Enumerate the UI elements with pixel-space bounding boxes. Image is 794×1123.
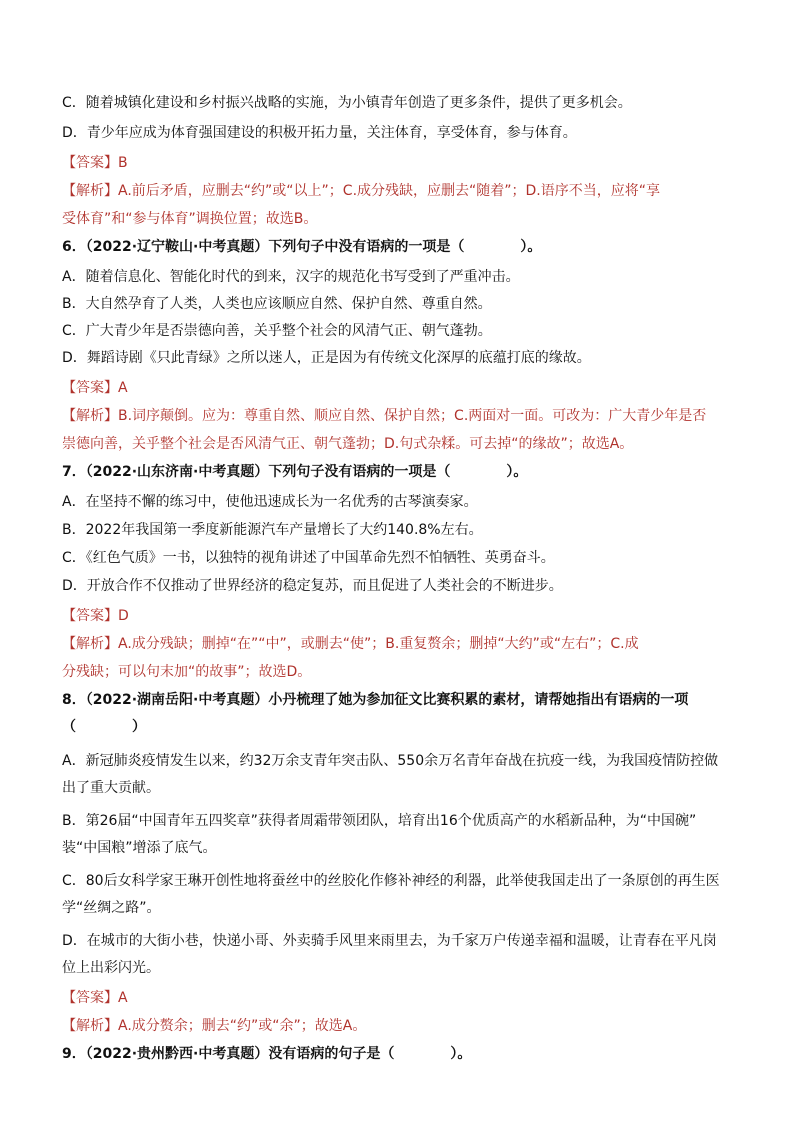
option-d: D．开放合作不仅推动了世界经济的稳定复苏，而且促进了人类社会的不断进步。 (62, 578, 563, 594)
option-line: 装“中国粮”增添了底气。 (62, 840, 217, 856)
question-title: 8．（2022·湖南岳阳·中考真题）小丹梳理了她为参加征文比赛积累的素材，请帮她指出有语病的一项 (62, 692, 689, 708)
option-c: C．《红色气质》一书，以独特的视角讲述了中国革命先烈不怕牺牲、英勇奋斗。 (62, 550, 555, 566)
option-b: B．2022年我国第一季度新能源汽车产量增长了大约140.8%左右。 (62, 522, 483, 538)
option-b (62, 808, 742, 868)
question-5-tail (62, 90, 742, 234)
question-6 (62, 234, 742, 459)
option-line: D．在城市的大街小巷，快递小哥、外卖骑手风里来雨里去，为千家万户传递幸福和温暖，让青春在平凡岗 (62, 933, 717, 949)
option-c (62, 868, 742, 928)
option-c: C．广大青少年是否崇德向善，关乎整个社会的风清气正、朝气蓬勃。 (62, 323, 492, 339)
option-line: B．第26届“中国青年五四奖章”获得者周霜带领团队，培育出16个优质高产的水稻新品种，为“中国碗” (62, 813, 697, 829)
option-b: B．大自然孕育了人类，人类也应该顺应自然、保护自然、尊重自然。 (62, 296, 492, 312)
option-line: C．80后女科学家王琳开创性地将蚕丝中的丝胶化作修补神经的利器，此举使我国走出了一条原创的再生医 (62, 873, 720, 889)
question-9 (62, 1041, 742, 1069)
analysis-line: 【解析】A.成分残缺；删掉“在”“中”，或删去“使”；B.重复赘余；删掉“大约”或“左右”；C.成 (62, 636, 639, 652)
analysis-line: 受体育”和“参与体育”调换位置；故选B。 (62, 211, 318, 227)
option-line: A．新冠肺炎疫情发生以来，约32万余支青年突击队、550余万名青年奋战在抗疫一线，为我国疫情防控做 (62, 753, 719, 769)
analysis-line: 【解析】B.词序颠倒。应为：尊重自然、顺应自然、保护自然；C.两面对一面。可改为：广大青少年是否 (62, 408, 707, 424)
answer-label: 【答案】A (62, 380, 128, 396)
option-d (62, 928, 742, 985)
option-d: D．青少年应成为体育强国建设的积极开拓力量，关注体育，享受体育，参与体育。 (62, 125, 577, 141)
question-title: 9．（2022·贵州黔西·中考真题）没有语病的句子是（ ）。 (62, 1046, 472, 1062)
analysis-line: 分残缺；可以句末加“的故事”；故选D。 (62, 664, 312, 680)
option-a (62, 748, 742, 808)
answer-label: 【答案】A (62, 990, 128, 1006)
question-title: 6．（2022·辽宁鞍山·中考真题）下列句子中没有语病的一项是（ ）。 (62, 239, 542, 255)
option-line: 位上出彩闪光。 (62, 960, 160, 976)
option-d: D．舞蹈诗剧《只此青绿》之所以迷人，正是因为有传统文化深厚的底蕴打底的缘故。 (62, 350, 591, 366)
question-7 (62, 459, 742, 687)
option-line: 出了重大贡献。 (62, 780, 160, 796)
option-a: A．在坚持不懈的练习中，使他迅速成长为一名优秀的古琴演奏家。 (62, 494, 478, 510)
answer-label: 【答案】D (62, 608, 129, 624)
question-8 (62, 687, 742, 1041)
analysis-line: 【解析】A.前后矛盾，应删去“约”或“以上”；C.成分残缺，应删去“随着”；D.语序不当，应将“享 (62, 183, 661, 199)
option-a: A．随着信息化、智能化时代的到来，汉字的规范化书写受到了严重冲击。 (62, 269, 520, 285)
document-content (62, 90, 742, 1069)
analysis-line: 崇德向善，关乎整个社会是否风清气正、朝气蓬勃；D.句式杂糅。可去掉“的缘故”；故选A。 (62, 436, 634, 452)
option-line: 学“丝绸之路”。 (62, 900, 161, 916)
question-title: 7．（2022·山东济南·中考真题）下列句子没有语病的一项是（ ）。 (62, 464, 528, 480)
option-c: C．随着城镇化建设和乡村振兴战略的实施，为小镇青年创造了更多条件，提供了更多机会。 (62, 95, 632, 111)
analysis-line: 【解析】A.成分赘余；删去“约”或“余”；故选A。 (62, 1018, 367, 1034)
question-title-continued: （ ） (62, 719, 146, 735)
answer-label: 【答案】B (62, 155, 128, 171)
